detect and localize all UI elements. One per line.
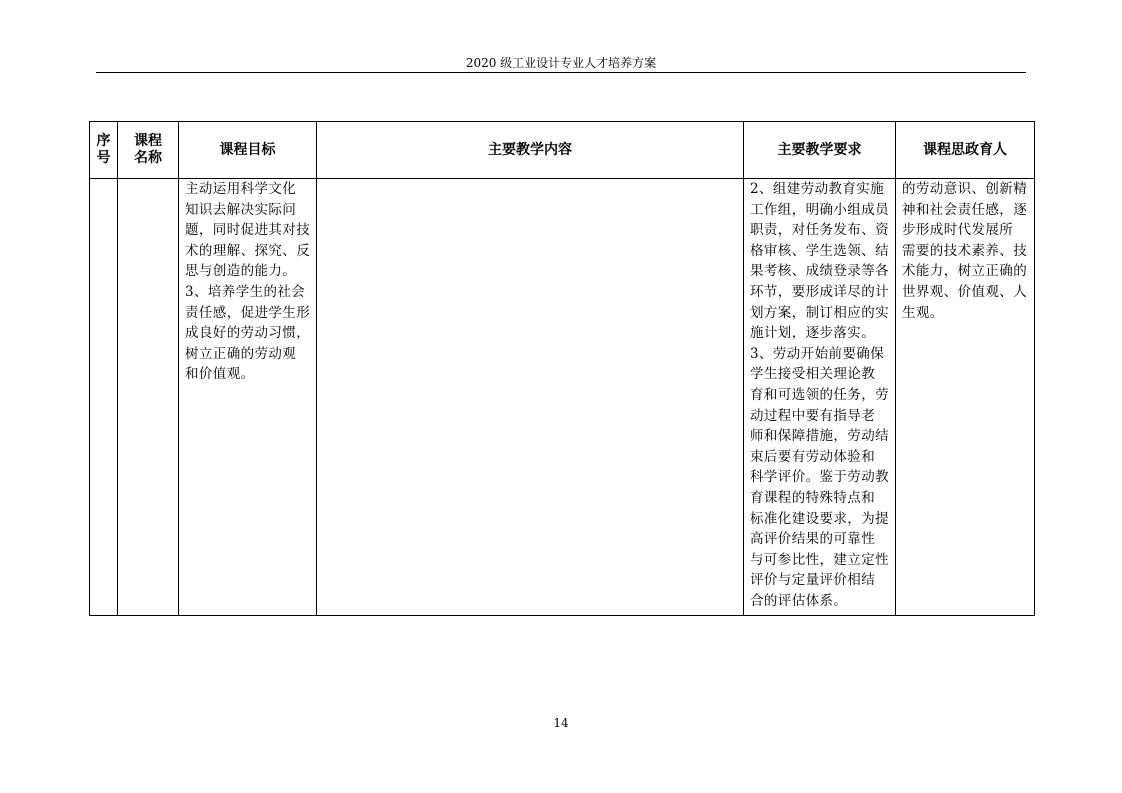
cell-index bbox=[90, 179, 118, 616]
table-header-row bbox=[90, 122, 1035, 179]
cell-main-content bbox=[317, 179, 744, 616]
table-row bbox=[90, 179, 1035, 616]
column-header-index: 序 号 bbox=[90, 122, 118, 179]
cell-main-requirements: 2、组建劳动教育实施 工作组，明确小组成员 职责，对任务发布、资 格审核、学生选领、结 果考核、成绩登录等各 环节，要形成详尽的计 划方案，制订相应的实 施计划，逐步落实。 3、劳动开始前要确保 学生接受相关理论教 育和可选领的任务，劳 动过程中要有指导老 师和保障措施，劳动结 束后要有劳动体验和 科学评价。鉴于劳动教 育课程的特殊特点和 标准化建设要求，为提 高评价结果的可靠性 与可参比性，建立定性 评价与定量评价相结 合的评估体系。 bbox=[744, 179, 896, 616]
header-divider bbox=[96, 72, 1026, 73]
column-header-main-content: 主要教学内容 bbox=[317, 122, 744, 179]
cell-ideological-education: 的劳动意识、创新精 神和社会责任感，逐 步形成时代发展所 需要的技术素养、技 术能力，树立正确的 世界观、价值观、人 生观。 bbox=[896, 179, 1035, 616]
page-header-title: 2020 级工业设计专业人才培养方案 bbox=[465, 56, 657, 70]
cell-course-goal: 主动运用科学文化 知识去解决实际问 题，同时促进其对技 术的理解、探究、反 思与创造的能力。 3、培养学生的社会 责任感，促进学生形 成良好的劳动习惯， 树立正确的劳动观 和价值观。 bbox=[179, 179, 317, 616]
cell-course-name bbox=[118, 179, 179, 616]
column-header-main-requirements: 主要教学要求 bbox=[744, 122, 896, 179]
curriculum-table bbox=[89, 121, 1035, 616]
page-number: 14 bbox=[553, 716, 569, 730]
column-header-course-name: 课程 名称 bbox=[118, 122, 179, 179]
column-header-ideological-education: 课程思政育人 bbox=[896, 122, 1035, 179]
column-header-course-goal: 课程目标 bbox=[179, 122, 317, 179]
